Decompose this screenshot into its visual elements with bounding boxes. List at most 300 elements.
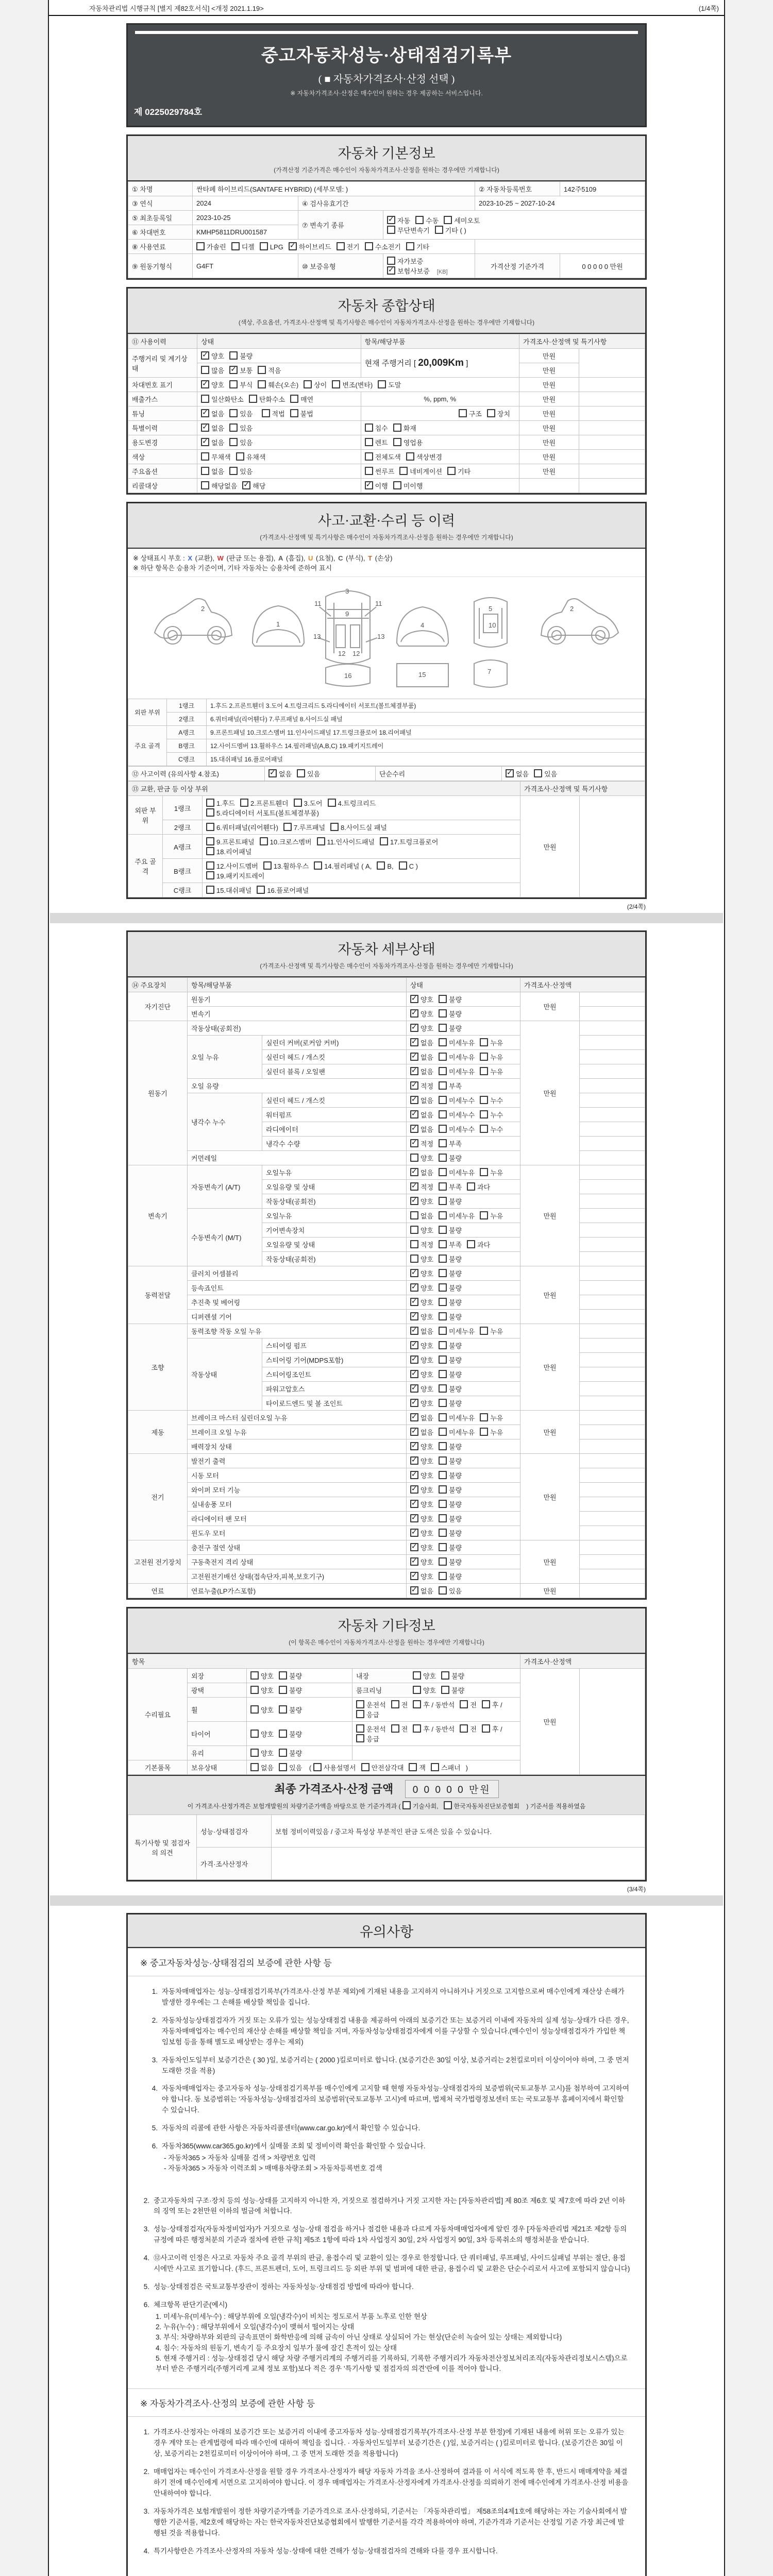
checkbox[interactable] [330, 823, 339, 831]
checkbox[interactable] [439, 1456, 447, 1465]
checkbox[interactable] [231, 242, 240, 250]
checkbox-label: 유채색 [246, 453, 266, 461]
other-note: (이 항목은 매수인이 자동차가격조사·산정을 원하는 경우에만 기재합니다) [289, 1639, 484, 1646]
checkbox[interactable] [356, 1700, 364, 1708]
checkbox[interactable] [439, 1125, 447, 1133]
checkbox-option [356, 1709, 379, 1719]
checkbox[interactable] [410, 1529, 418, 1537]
checkbox[interactable] [467, 1182, 475, 1191]
checkbox[interactable] [260, 242, 268, 250]
checkbox[interactable] [459, 409, 467, 417]
checkbox[interactable] [279, 1686, 287, 1694]
checkbox[interactable] [410, 1370, 418, 1378]
checkbox-label: 양호 [420, 1443, 433, 1451]
checkbox[interactable] [410, 1024, 418, 1032]
checkbox[interactable] [257, 886, 265, 894]
checkbox[interactable] [410, 1139, 418, 1147]
checkbox-option [289, 242, 331, 251]
checkbox-option [439, 1355, 462, 1365]
checkbox[interactable] [387, 226, 395, 234]
checkbox[interactable] [393, 423, 401, 432]
checkbox[interactable] [229, 467, 238, 475]
checkbox-label: 불량 [448, 1227, 462, 1234]
checkbox[interactable] [410, 1500, 418, 1508]
checkbox[interactable] [393, 438, 401, 446]
checkbox-option [206, 885, 251, 895]
checkbox[interactable] [391, 1724, 399, 1733]
checkbox[interactable] [201, 452, 209, 461]
checkbox[interactable] [201, 467, 209, 475]
history-grid: ⑫ 사고이력 (유의사항 4.참조) ✓ 없음 있음 단순수리 ✓ 없음 있음 [128, 766, 645, 781]
checkbox[interactable] [258, 366, 266, 374]
checkbox[interactable] [410, 1327, 418, 1335]
checkbox[interactable] [506, 769, 514, 777]
checkbox-label: 양호 [420, 1515, 433, 1523]
checkbox[interactable] [365, 242, 373, 250]
checkbox[interactable] [249, 395, 257, 403]
checkbox[interactable] [410, 1067, 418, 1075]
checkbox[interactable] [480, 1413, 488, 1421]
checkbox[interactable] [482, 1724, 490, 1733]
checkbox[interactable] [399, 467, 408, 475]
checkbox[interactable] [206, 837, 214, 845]
checkbox[interactable] [365, 467, 373, 475]
checkbox[interactable] [480, 1168, 488, 1176]
checkbox[interactable] [439, 1471, 447, 1479]
checkbox[interactable] [337, 242, 345, 250]
checkbox[interactable] [482, 1700, 490, 1708]
checkbox-label: 미세누수 [448, 1097, 475, 1105]
checkbox-option [460, 1724, 477, 1734]
checkbox[interactable] [410, 1038, 418, 1046]
checkbox[interactable] [439, 1485, 447, 1494]
checkbox[interactable] [467, 1240, 475, 1248]
checkbox[interactable] [410, 995, 418, 1003]
checkbox-option [240, 798, 289, 808]
checkbox[interactable] [444, 216, 452, 224]
diagram-number: 13 [313, 633, 321, 640]
checkbox[interactable] [487, 409, 495, 417]
checkbox[interactable] [439, 1081, 447, 1090]
checkbox[interactable] [439, 995, 447, 1003]
checkbox[interactable] [206, 886, 214, 894]
checkbox[interactable] [439, 1211, 447, 1219]
checkbox[interactable] [439, 1197, 447, 1205]
checkbox[interactable] [480, 1327, 488, 1335]
checkbox[interactable] [201, 481, 209, 489]
final-price-label: 최종 가격조사·산정 금액 [274, 1783, 394, 1795]
checkbox[interactable] [258, 380, 266, 388]
checkbox-option [439, 1456, 462, 1466]
checkbox[interactable] [377, 861, 385, 870]
checkbox[interactable] [229, 438, 238, 446]
checkbox[interactable] [410, 1442, 418, 1450]
checkbox[interactable] [439, 1442, 447, 1450]
checkbox[interactable] [413, 1700, 421, 1708]
notice-item: 2. 자동차성능상태점검자가 거짓 또는 오류가 있는 성능상태점검 내용을 제공하여 아래의 보증기간 또는 보증거리 이내에 자동차의 실제 성능·상태가 다른 경우, 자동차매매업자는 매수인의 재산상 손해를 배상할 책임을 지며, 자동차성능상태점검자에게 이를 구상할 수 있습니다.(매수인이 성능상태점검자가 가입한 책임보험 등을 통해 별도로 배상받는 경우는 제외) [152, 2016, 629, 2046]
checkbox[interactable] [410, 1384, 418, 1393]
checkbox-option [410, 994, 433, 1004]
checkbox[interactable] [410, 1009, 418, 1018]
checkbox[interactable] [236, 452, 244, 461]
checkbox-option [439, 1182, 462, 1192]
checkbox[interactable] [206, 823, 214, 831]
rule-reference: 자동차관리법 시행규칙 [별지 제82호서식] <개정 2021.1.19> [89, 5, 264, 12]
legend-prefix: ※ 상태표시 부호 : [133, 554, 187, 562]
checkbox[interactable] [410, 1428, 418, 1436]
checkbox-label: 누수 [490, 1126, 503, 1133]
checkbox[interactable] [314, 861, 322, 870]
checkbox-label: 없음 [211, 410, 225, 418]
checkbox[interactable] [439, 1240, 447, 1248]
checkbox[interactable] [304, 380, 312, 388]
checkbox[interactable] [439, 1255, 447, 1263]
checkbox[interactable] [410, 1211, 418, 1219]
checkbox-option [196, 242, 226, 251]
checkbox[interactable] [317, 837, 325, 845]
checkbox[interactable] [328, 799, 336, 807]
checkbox-option [229, 423, 253, 433]
basic-info-section [126, 134, 647, 280]
checkbox-label: 양호 [420, 1256, 433, 1263]
checkbox[interactable] [250, 1763, 259, 1771]
checkbox[interactable] [413, 1724, 421, 1733]
checkbox[interactable] [250, 1730, 259, 1738]
checkbox-option [439, 1528, 462, 1538]
checkbox-option [410, 1312, 433, 1321]
checkbox[interactable] [439, 1096, 447, 1104]
checkbox-label: 적정 [420, 1241, 433, 1249]
checkbox-option [480, 1124, 503, 1134]
checkbox[interactable] [410, 1255, 418, 1263]
checkbox-label: 9.프론트패널 [216, 838, 255, 846]
checkbox[interactable] [206, 871, 214, 879]
checkbox[interactable] [289, 242, 297, 250]
checkbox[interactable] [240, 799, 248, 807]
checkbox[interactable] [297, 769, 305, 777]
checkbox[interactable] [229, 351, 238, 360]
checkbox[interactable] [439, 1327, 447, 1335]
checkbox[interactable] [480, 1038, 488, 1046]
checkbox[interactable] [439, 1529, 447, 1537]
checkbox-label: 도말 [388, 381, 401, 389]
checkbox-option [410, 1427, 433, 1437]
checkbox[interactable] [410, 1456, 418, 1465]
checkbox[interactable] [380, 837, 388, 845]
checkbox[interactable] [378, 380, 386, 388]
checkbox-option [279, 1671, 302, 1681]
checkbox-option [410, 1196, 433, 1206]
checkbox[interactable] [439, 1413, 447, 1421]
checkbox-label: 양호 [261, 1672, 274, 1680]
checkbox-option [258, 365, 281, 375]
checkbox-label: 불량 [448, 1544, 462, 1552]
checkbox[interactable] [439, 1154, 447, 1162]
checkbox-label: 불량 [448, 1515, 462, 1523]
checkbox[interactable] [279, 1749, 287, 1757]
checkbox[interactable] [290, 395, 298, 403]
checkbox[interactable] [410, 1283, 418, 1292]
checkbox[interactable] [439, 1399, 447, 1407]
checkbox-option [409, 1762, 426, 1772]
checkbox[interactable] [439, 1428, 447, 1436]
checkbox[interactable] [480, 1110, 488, 1118]
checkbox[interactable] [290, 409, 298, 417]
checkbox-label: 있음 [240, 410, 253, 418]
checkbox[interactable] [365, 452, 373, 461]
checkbox[interactable] [410, 1543, 418, 1551]
checkbox[interactable] [439, 1182, 447, 1191]
checkbox[interactable] [206, 861, 214, 870]
checkbox[interactable] [201, 409, 209, 417]
checkbox[interactable] [406, 452, 414, 461]
checkbox[interactable] [439, 1312, 447, 1320]
checkbox-option [439, 1139, 462, 1148]
checkbox-label: 한국자동차진단보증협회 [453, 1803, 520, 1810]
checkbox[interactable] [431, 1763, 439, 1771]
checkbox[interactable] [410, 1586, 418, 1595]
checkbox[interactable] [480, 1211, 488, 1219]
checkbox[interactable] [410, 1298, 418, 1306]
checkbox[interactable] [356, 1734, 364, 1742]
checkbox[interactable] [439, 1514, 447, 1522]
checkbox[interactable] [406, 242, 414, 250]
checkbox-option [250, 1762, 274, 1772]
checkbox-option [393, 481, 423, 490]
checkbox[interactable] [439, 1269, 447, 1277]
checkbox[interactable] [242, 481, 250, 489]
checkbox-label: 전 [401, 1725, 408, 1733]
checkbox[interactable] [410, 1485, 418, 1494]
checkbox[interactable] [279, 1671, 287, 1680]
checkbox-label: 양호 [420, 1544, 433, 1552]
checkbox[interactable] [409, 1763, 417, 1771]
checkbox[interactable] [260, 837, 268, 845]
checkbox[interactable] [206, 847, 214, 855]
checkbox[interactable] [410, 1514, 418, 1522]
checkbox[interactable] [250, 1749, 259, 1757]
checkbox[interactable] [410, 1572, 418, 1580]
checkbox[interactable] [441, 1686, 449, 1694]
checkbox[interactable] [439, 1038, 447, 1046]
checkbox[interactable] [439, 1226, 447, 1234]
checkbox-option [413, 1724, 455, 1734]
checkbox-option [439, 1398, 462, 1408]
checkbox[interactable] [332, 380, 340, 388]
checkbox-label: 적정 [420, 1140, 433, 1148]
checkbox[interactable] [410, 1557, 418, 1566]
checkbox-label: 없음 [420, 1111, 433, 1119]
checkbox[interactable] [201, 366, 209, 374]
checkbox-option [313, 1762, 356, 1772]
checkbox[interactable] [201, 438, 209, 446]
checkbox[interactable] [365, 481, 373, 489]
checkbox-option [439, 1196, 462, 1206]
checkbox[interactable] [361, 1763, 369, 1771]
status-code-desc: (부식), [346, 554, 365, 562]
checkbox-label: 없음 [420, 1169, 433, 1177]
checkbox[interactable] [250, 1686, 259, 1694]
checkbox[interactable] [229, 423, 238, 432]
checkbox[interactable] [229, 380, 238, 388]
checkbox[interactable] [480, 1125, 488, 1133]
checkbox[interactable] [387, 216, 395, 224]
checkbox[interactable] [439, 1370, 447, 1378]
checkbox[interactable] [387, 266, 395, 275]
checkbox-option [250, 1729, 274, 1739]
checkbox-label: 누유 [490, 1068, 503, 1076]
checkbox[interactable] [410, 1053, 418, 1061]
car-diagram [128, 577, 645, 699]
checkbox[interactable] [444, 1801, 452, 1809]
checkbox[interactable] [439, 1500, 447, 1508]
checkbox-label: 불량 [448, 1198, 462, 1206]
checkbox[interactable] [410, 1269, 418, 1277]
checkbox[interactable] [435, 226, 443, 234]
checkbox[interactable] [387, 257, 395, 265]
checkbox[interactable] [206, 808, 214, 817]
checkbox[interactable] [201, 351, 209, 360]
checkbox[interactable] [279, 1763, 287, 1771]
checkbox-label: 훼손(오손) [268, 381, 299, 389]
checkbox[interactable] [439, 1557, 447, 1566]
basic-info-header [128, 136, 645, 181]
checkbox[interactable] [410, 1341, 418, 1349]
checkbox[interactable] [268, 769, 277, 777]
checkbox[interactable] [441, 1671, 449, 1680]
checkbox[interactable] [402, 1801, 411, 1809]
checkbox[interactable] [262, 409, 270, 417]
checkbox[interactable] [283, 823, 292, 831]
checkbox[interactable] [294, 799, 302, 807]
checkbox[interactable] [391, 1700, 399, 1708]
checkbox-label: 미세누유 [448, 1039, 475, 1047]
checkbox[interactable] [410, 1110, 418, 1118]
checkbox-label: 없음 [420, 1097, 433, 1105]
checkbox[interactable] [356, 1710, 364, 1718]
checkbox-label: 렌트 [375, 439, 388, 447]
checkbox[interactable] [439, 1168, 447, 1176]
checkbox[interactable] [415, 216, 424, 224]
checkbox[interactable] [410, 1125, 418, 1133]
checkbox[interactable] [439, 1067, 447, 1075]
checkbox[interactable] [229, 366, 238, 374]
checkbox-option [439, 1427, 475, 1437]
checkbox[interactable] [480, 1428, 488, 1436]
checkbox[interactable] [410, 1081, 418, 1090]
checkbox[interactable] [413, 1686, 421, 1694]
checkbox-option [229, 466, 253, 476]
checkbox[interactable] [365, 438, 373, 446]
checkbox[interactable] [201, 395, 209, 403]
checkbox[interactable] [393, 481, 401, 489]
checkbox[interactable] [263, 861, 272, 870]
checkbox-option [439, 1095, 475, 1105]
checkbox-label: 미세누유 [448, 1429, 475, 1436]
checkbox[interactable] [410, 1471, 418, 1479]
checkbox[interactable] [201, 423, 209, 432]
checkbox-label: 자동 [397, 216, 411, 225]
checkbox-label: 13.휠하우스 [273, 862, 309, 870]
checkbox[interactable] [313, 1763, 322, 1771]
checkbox-option [439, 1268, 462, 1278]
checkbox[interactable] [206, 799, 214, 807]
checkbox[interactable] [365, 423, 373, 432]
checkbox[interactable] [279, 1730, 287, 1738]
checkbox[interactable] [460, 1724, 468, 1733]
final-price-value: 0 0 0 0 0 만원 [405, 1780, 499, 1798]
checkbox-label: 디젤 [241, 243, 255, 251]
checkbox[interactable] [439, 1110, 447, 1118]
checkbox-label: 불량 [448, 1342, 462, 1350]
checkbox-option [439, 1211, 475, 1221]
checkbox[interactable] [410, 1168, 418, 1176]
checkbox[interactable] [399, 861, 407, 870]
checkbox[interactable] [410, 1240, 418, 1248]
checkbox-option [206, 861, 258, 871]
checkbox-label: 양호 [211, 352, 225, 360]
checkbox-option [229, 365, 253, 375]
checkbox[interactable] [447, 467, 456, 475]
checkbox[interactable] [460, 1700, 468, 1708]
checkbox-label: 불량 [448, 1501, 462, 1509]
checkbox-option [406, 452, 442, 462]
checkbox[interactable] [439, 1298, 447, 1306]
checkbox[interactable] [410, 1413, 418, 1421]
notices-title: 유의사항 [359, 1924, 414, 1940]
checkbox[interactable] [229, 409, 238, 417]
checkbox[interactable] [480, 1096, 488, 1104]
checkbox[interactable] [410, 1182, 418, 1191]
checkbox[interactable] [410, 1154, 418, 1162]
checkbox[interactable] [410, 1096, 418, 1104]
checkbox-label: 불량 [448, 1284, 462, 1292]
checkbox[interactable] [410, 1226, 418, 1234]
checkbox[interactable] [250, 1671, 259, 1680]
checkbox[interactable] [439, 1053, 447, 1061]
checkbox[interactable] [439, 1024, 447, 1032]
checkbox[interactable] [201, 380, 209, 388]
checkbox[interactable] [439, 1355, 447, 1364]
checkbox[interactable] [410, 1355, 418, 1364]
checkbox[interactable] [356, 1724, 364, 1733]
checkbox[interactable] [196, 242, 205, 250]
checkbox[interactable] [279, 1705, 287, 1714]
checkbox[interactable] [439, 1384, 447, 1393]
checkbox-option [206, 837, 255, 846]
checkbox[interactable] [439, 1009, 447, 1018]
checkbox[interactable] [413, 1671, 421, 1680]
checkbox-label: 16.플로어패널 [267, 887, 309, 894]
checkbox[interactable] [410, 1197, 418, 1205]
checkbox-label: 하이브리드 [298, 243, 331, 251]
checkbox[interactable] [480, 1067, 488, 1075]
checkbox[interactable] [410, 1312, 418, 1320]
checkbox[interactable] [439, 1543, 447, 1551]
checkbox-option [317, 837, 375, 846]
checkbox[interactable] [250, 1705, 259, 1714]
checkbox[interactable] [439, 1586, 447, 1595]
checkbox-label: 누유 [490, 1212, 503, 1220]
checkbox[interactable] [534, 769, 542, 777]
checkbox[interactable] [439, 1341, 447, 1349]
rank-name-legend [128, 699, 645, 766]
checkbox[interactable] [439, 1139, 447, 1147]
checkbox[interactable] [480, 1053, 488, 1061]
checkbox[interactable] [439, 1283, 447, 1292]
checkbox[interactable] [410, 1399, 418, 1407]
checkbox[interactable] [439, 1572, 447, 1580]
